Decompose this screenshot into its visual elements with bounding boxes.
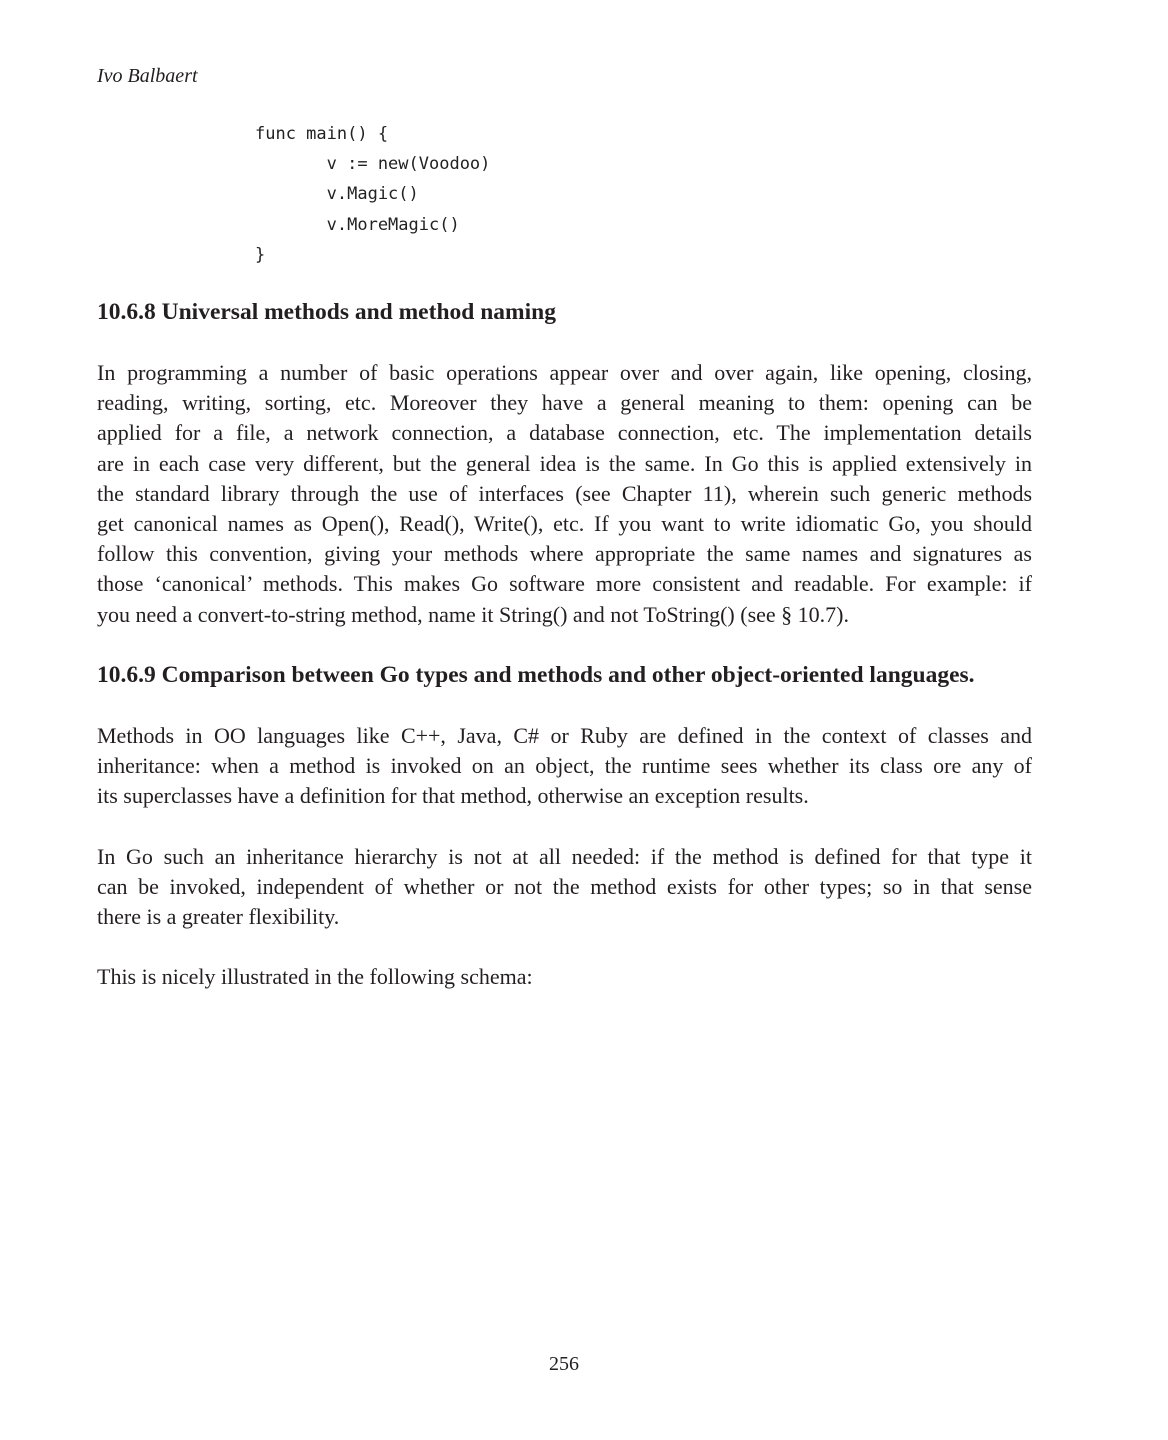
code-line: v.MoreMagic(): [255, 214, 460, 235]
section-heading: 10.6.9 Comparison between Go types and methods and other object-oriented languages.: [97, 662, 975, 688]
text-line: inheritance: when a method is invoked on an object, the runtime sees whether its class ore any of: [97, 753, 1032, 779]
text-line: follow this convention, giving your methods where appropriate the same names and signatures as: [97, 541, 1032, 567]
text-line: are in each case very different, but the general idea is the same. In Go this is applied extensively in: [97, 450, 1032, 476]
paragraph: [97, 721, 1032, 812]
text-line: Methods in OO languages like C++, Java, C# or Ruby are defined in the context of classes and: [97, 723, 1032, 748]
page-number: 256: [549, 1353, 579, 1375]
text-line: In Go such an inheritance hierarchy is not at all needed: if the method is defined for that type it: [97, 844, 1032, 869]
paragraph: [97, 962, 1032, 992]
code-line: func main() {: [255, 124, 389, 144]
code-line: v := new(Voodoo): [255, 154, 491, 175]
section-heading: 10.6.8 Universal methods and method naming: [97, 299, 556, 325]
code-line: }: [255, 244, 266, 265]
text-line: there is a greater flexibility.: [97, 904, 340, 930]
running-header-author: Ivo Balbaert: [97, 65, 198, 87]
text-line: the standard library through the use of interfaces (see Chapter 11), wherein such generic methods: [97, 480, 1032, 506]
text-line: you need a convert-to-string method, name it String() and not ToString() (see § 10.7).: [97, 601, 849, 627]
text-line: get canonical names as Open(), Read(), Write(), etc. If you want to write idiomatic Go, you should: [97, 510, 1032, 536]
paragraph: [97, 842, 1032, 933]
code-line: v.Magic(): [255, 184, 419, 205]
text-line: its superclasses have a definition for that method, otherwise an exception results.: [97, 783, 809, 809]
text-line: reading, writing, sorting, etc. Moreover they have a general meaning to them: opening can be: [97, 390, 1032, 416]
text-line: In programming a number of basic operations appear over and over again, like opening, closing,: [97, 360, 1032, 385]
text-line: can be invoked, independent of whether or not the method exists for other types; so in that sense: [97, 874, 1032, 900]
paragraph: [97, 358, 1032, 630]
code-block: [255, 119, 490, 270]
text-line: This is nicely illustrated in the following schema:: [97, 964, 533, 989]
text-line: applied for a file, a network connection, a database connection, etc. The implementation details: [97, 420, 1032, 446]
text-line: those ‘canonical’ methods. This makes Go software more consistent and readable. For example: if: [97, 571, 1032, 597]
